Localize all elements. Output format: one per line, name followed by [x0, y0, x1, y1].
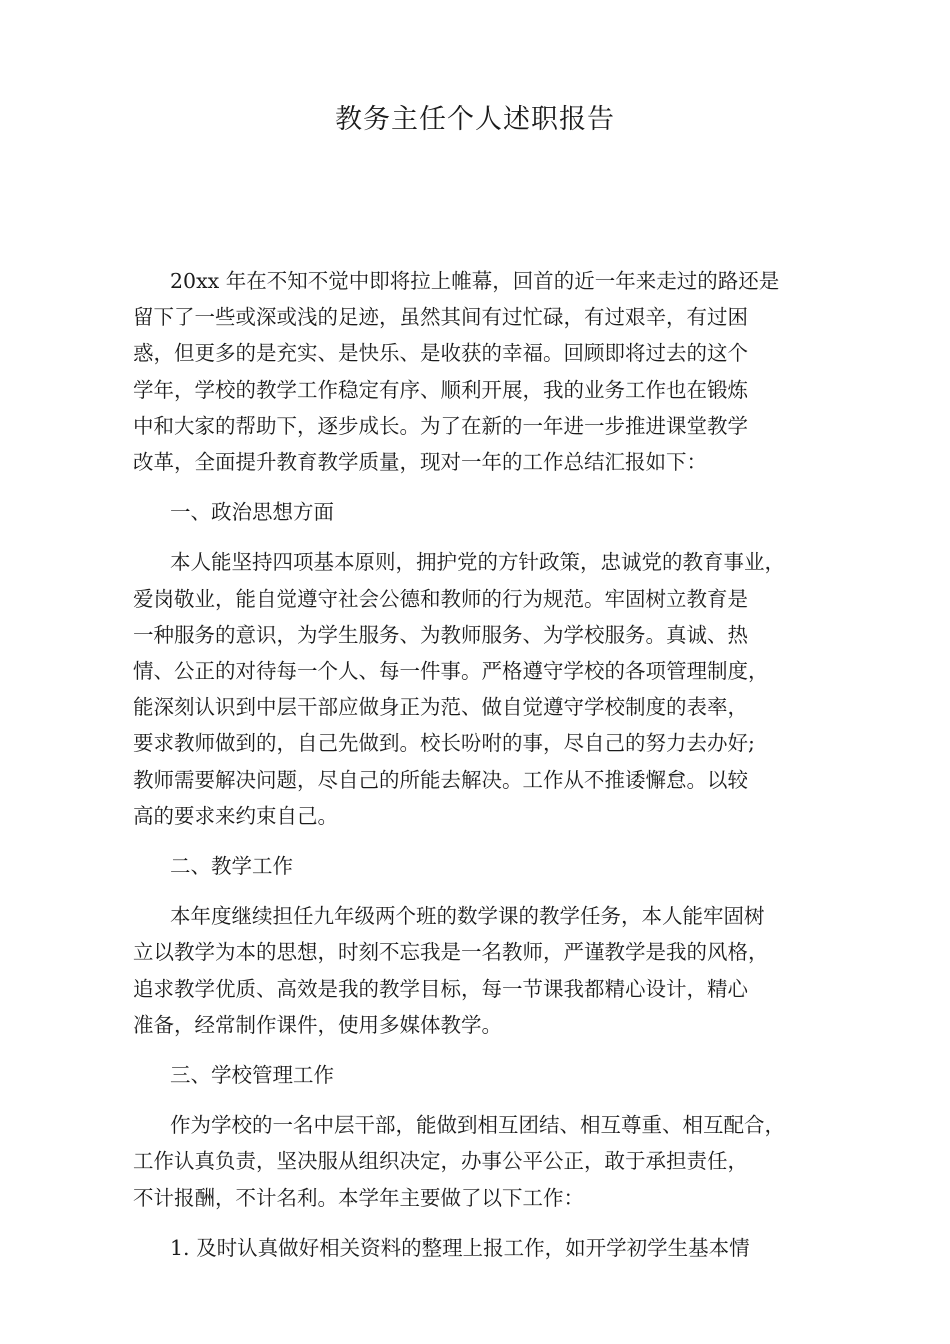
paragraph-line: 爱岗敬业，能自觉遵守社会公德和教师的行为规范。牢固树立教育是: [133, 586, 748, 611]
document-body: [133, 263, 833, 1280]
paragraph-line: 惑，但更多的是充实、是快乐、是收获的幸福。回顾即将过去的这个: [133, 341, 748, 366]
paragraph-line: 立以教学为本的思想，时刻不忘我是一名教师，严谨教学是我的风格，: [133, 940, 769, 965]
politics-paragraph: [133, 544, 833, 834]
paragraph-line: 中和大家的帮助下，逐步成长。为了在新的一年进一步推进课堂教学: [133, 413, 748, 438]
paragraph-line: 教师需要解决问题，尽自己的所能去解决。工作从不推诿懈怠。以较: [133, 767, 748, 792]
section-heading-politics: 一、政治思想方面: [170, 500, 334, 525]
list-item-line: 1. 及时认真做好相关资料的整理上报工作，如开学初学生基本情: [170, 1235, 750, 1260]
paragraph-line: 不计报酬，不计名利。本学年主要做了以下工作：: [133, 1185, 584, 1210]
paragraph-line: 要求教师做到的，自己先做到。校长吩咐的事，尽自己的努力去办好;: [133, 731, 755, 756]
section-heading-management: 三、学校管理工作: [170, 1063, 334, 1088]
management-paragraph: [133, 1107, 833, 1216]
paragraph-line: 20xx 年在不知不觉中即将拉上帷幕，回首的近一年来走过的路还是: [170, 269, 780, 293]
paragraph-line: 本年度继续担任九年级两个班的数学课的教学任务，本人能牢固树: [170, 904, 765, 929]
paragraph-line: 能深刻认识到中层干部应做身正为范、做自觉遵守学校制度的表率，: [133, 695, 748, 720]
paragraph-line: 留下了一些或深或浅的足迹，虽然其间有过忙碌，有过艰辛，有过困: [133, 305, 748, 330]
teaching-paragraph: [133, 898, 833, 1043]
list-item: [133, 1230, 833, 1266]
paragraph-line: 学年，学校的教学工作稳定有序、顺利开展，我的业务工作也在锻炼: [133, 377, 748, 402]
intro-paragraph: [133, 263, 833, 480]
document-title: 教务主任个人述职报告: [335, 104, 615, 135]
section-heading-teaching: 二、教学工作: [170, 854, 293, 879]
paragraph-line: 工作认真负责，坚决服从组织决定，办事公平公正，敢于承担责任，: [133, 1149, 748, 1174]
paragraph-line: 追求教学优质、高效是我的教学目标，每一节课我都精心设计，精心: [133, 976, 748, 1001]
paragraph-line: 本人能坚持四项基本原则，拥护党的方针政策，忠诚党的教育事业，: [170, 550, 785, 575]
paragraph-line: 一种服务的意识，为学生服务、为教师服务、为学校服务。真诚、热: [133, 622, 748, 647]
paragraph-line: 准备，经常制作课件，使用多媒体教学。: [133, 1012, 502, 1037]
paragraph-line: 作为学校的一名中层干部，能做到相互团结、相互尊重、相互配合，: [170, 1113, 785, 1138]
paragraph-line: 改革，全面提升教育教学质量，现对一年的工作总结汇报如下：: [133, 450, 707, 475]
paragraph-line: 情、公正的对待每一个人、每一件事。严格遵守学校的各项管理制度，: [133, 659, 769, 684]
paragraph-line: 高的要求来约束自己。: [133, 803, 338, 828]
